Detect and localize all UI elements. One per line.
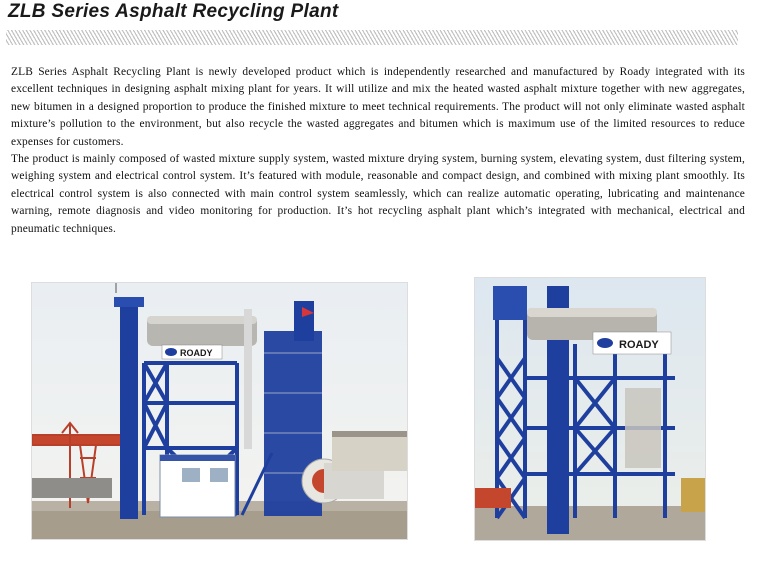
title-hatch-divider (6, 30, 738, 45)
plant-photo-right (474, 277, 706, 541)
plant-photo-left (31, 282, 408, 540)
paragraph-composition: The product is mainly composed of wasted mixture supply system, wasted mixture drying system, burning system, elevating system, dust filtering system, weighing system and electrical control system. It’s featured with module, reasonable and compact design, and combined with mixing plant smoothly. Its electrical control system is also connected with main control system seamlessly, which can realize automatic operating, lubricating and maintenance warning, remote diagnosis and video monitoring for production. It’s hot recycling asphalt plant which’s integrated with mechanical, electrical and pneumatic techniques. (11, 153, 745, 235)
description-text (11, 64, 745, 238)
paragraph-intro: ZLB Series Asphalt Recycling Plant is newly developed product which is independently researched and manufactured by Roady integrated with its excellent techniques in designing asphalt mixing plant for years. It will utilize and mix the heated wasted asphalt mixture together with new aggregates, new bitumen in a designed proportion to produce the finished mixture to meet technical requirements. The product will not only eliminate wasted asphalt mixture’s pollution to the environment, but also recycle the wasted aggregates and bitumen which is maximum use of the limited resources to reduce expenses for customers. (11, 66, 745, 148)
roady-sign-left: ROADY (180, 348, 213, 358)
page-title: ZLB Series Asphalt Recycling Plant (8, 1, 339, 22)
roady-sign-right: ROADY (619, 339, 659, 351)
